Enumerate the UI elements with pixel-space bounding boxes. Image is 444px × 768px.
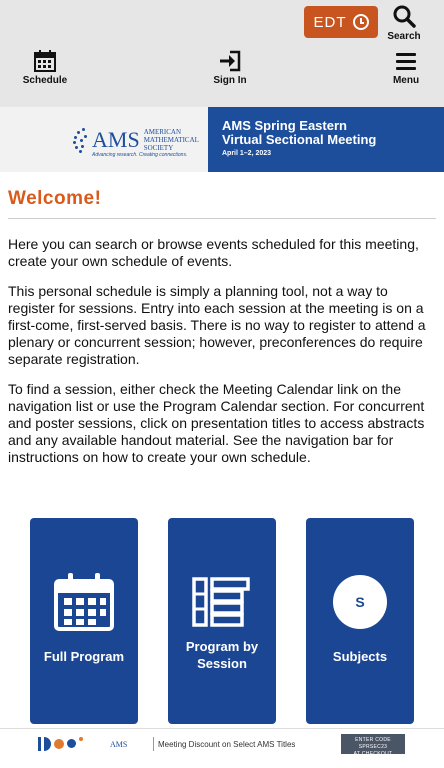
welcome-section: [8, 188, 438, 466]
sign-in-label: Sign In: [213, 75, 247, 86]
top-nav: [0, 0, 444, 107]
full-program-label: Full Program: [43, 649, 125, 664]
full-program-card[interactable]: [30, 518, 138, 724]
search-button[interactable]: [386, 4, 422, 42]
meeting-title-line2: Virtual Sectional Meeting: [222, 132, 377, 147]
clock-icon: [353, 14, 369, 30]
meeting-banner[interactable]: [0, 107, 444, 172]
promo-graphic-icon: [38, 735, 83, 751]
session-list-icon: [192, 577, 252, 627]
search-icon: [392, 4, 416, 28]
navigation-info-paragraph: To find a session, either check the Meeting Calendar link on the navigation list or use the Program Calendar section. For concurrent and poster sessions, click on presentation titles to access abstracts and any available handout material. See the navigation bar for instructions on how to create your own schedule.: [8, 381, 425, 465]
menu-button[interactable]: [388, 50, 424, 86]
promo-code-button[interactable]: ENTER CODE SPRSEC23 AT CHECKOUT: [341, 734, 405, 754]
ams-wordmark: AMS: [92, 126, 140, 152]
ams-logo: [0, 107, 208, 172]
timezone-label: EDT: [313, 13, 347, 31]
ams-tagline: Advancing research. Creating connections.: [92, 152, 188, 158]
subjects-label: Subjects: [332, 649, 388, 664]
meeting-title-panel: [208, 107, 444, 172]
promo-divider: [153, 737, 154, 751]
calendar-icon: [34, 50, 56, 72]
schedule-info-paragraph: This personal schedule is simply a planning tool, not a way to register for sessions. Entry into each session at the meeting is on a first-come, first-served basis. There is no way to register to attend a plenary or concurrent session; however, preconferences do require separate registration.: [8, 283, 426, 367]
schedule-button[interactable]: [20, 50, 70, 86]
promo-ams-logo: AMS: [110, 740, 128, 749]
menu-label: Menu: [392, 75, 420, 86]
search-label: Search: [387, 31, 421, 42]
divider: [8, 218, 436, 219]
sign-in-icon: [219, 50, 241, 72]
subjects-card[interactable]: [306, 518, 414, 724]
promo-text: Meeting Discount on Select AMS Titles: [158, 740, 296, 749]
meeting-dates: April 1–2, 2023: [222, 150, 272, 157]
intro-paragraph: Here you can search or browse events scheduled for this meeting, create your own schedule of events.: [8, 236, 419, 269]
program-by-session-label: Program by Session: [185, 639, 259, 671]
calendar-icon: [52, 573, 116, 631]
timezone-button[interactable]: [304, 6, 378, 38]
hamburger-menu-icon: [395, 50, 417, 72]
subjects-icon: S: [333, 575, 387, 629]
program-by-session-card[interactable]: [168, 518, 276, 724]
meeting-title-line1: AMS Spring Eastern: [222, 118, 347, 133]
page-title: Welcome!: [8, 188, 102, 209]
schedule-label: Schedule: [22, 75, 68, 86]
sign-in-button[interactable]: [208, 50, 252, 86]
society-name: AMERICAN MATHEMATICAL SOCIETY: [143, 127, 199, 152]
ams-logo-mark-icon: [72, 126, 90, 154]
promo-banner[interactable]: [0, 728, 444, 760]
